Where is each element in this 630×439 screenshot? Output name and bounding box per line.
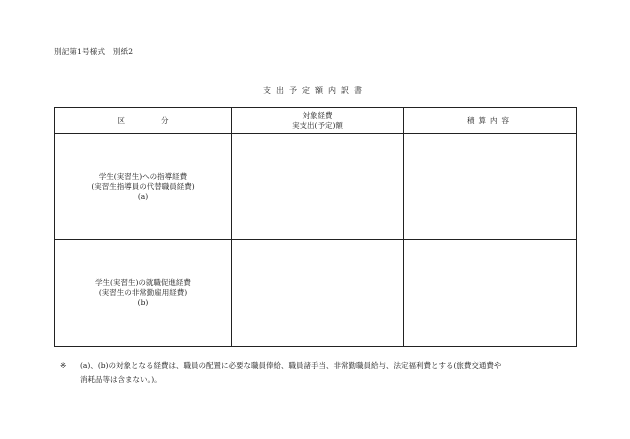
table-row	[55, 240, 577, 347]
header-expense	[232, 108, 404, 134]
document-title: 支出予定額内訳書	[263, 86, 367, 95]
note-mark: ※	[60, 361, 67, 370]
header-category	[55, 108, 232, 134]
category-line2: (実習生の非常勤雇用経費)	[98, 288, 188, 297]
note-line1: (a)、(b)の対象となる経費は、職員の配置に必要な職員俸給、職員諸手当、非常勤職員給与、法定福利費とする(旅費交通費や	[80, 361, 502, 370]
table-header-row	[55, 108, 577, 134]
header-expense-line2: 実支出(予定)額	[292, 120, 343, 130]
category-line1: 学生(実習生)の就職促進経費	[95, 278, 191, 287]
calculation-detail-cell[interactable]	[404, 240, 577, 347]
expense-breakdown-table	[54, 107, 577, 347]
calculation-detail-cell[interactable]	[404, 134, 577, 240]
header-calculation-label: 積算内容	[467, 115, 513, 125]
header-category-label: 区分	[117, 115, 205, 125]
category-line2: (実習生指導員の代替職員経費)	[91, 181, 195, 191]
category-line1: 学生(実習生)への指導経費	[98, 171, 188, 181]
category-line3: (b)	[137, 298, 149, 307]
category-cell	[55, 134, 232, 240]
header-calculation	[404, 108, 577, 134]
header-expense-line1: 対象経費	[302, 110, 333, 120]
table-row	[55, 134, 577, 240]
category-cell	[55, 240, 232, 347]
expense-amount-cell[interactable]	[232, 134, 404, 240]
expense-amount-cell[interactable]	[232, 240, 404, 347]
form-number-label: 別記第1号様式 別紙2	[54, 47, 134, 56]
category-line3: (a)	[137, 191, 149, 201]
note-line2: 消耗品等は含まない。)。	[80, 375, 162, 384]
